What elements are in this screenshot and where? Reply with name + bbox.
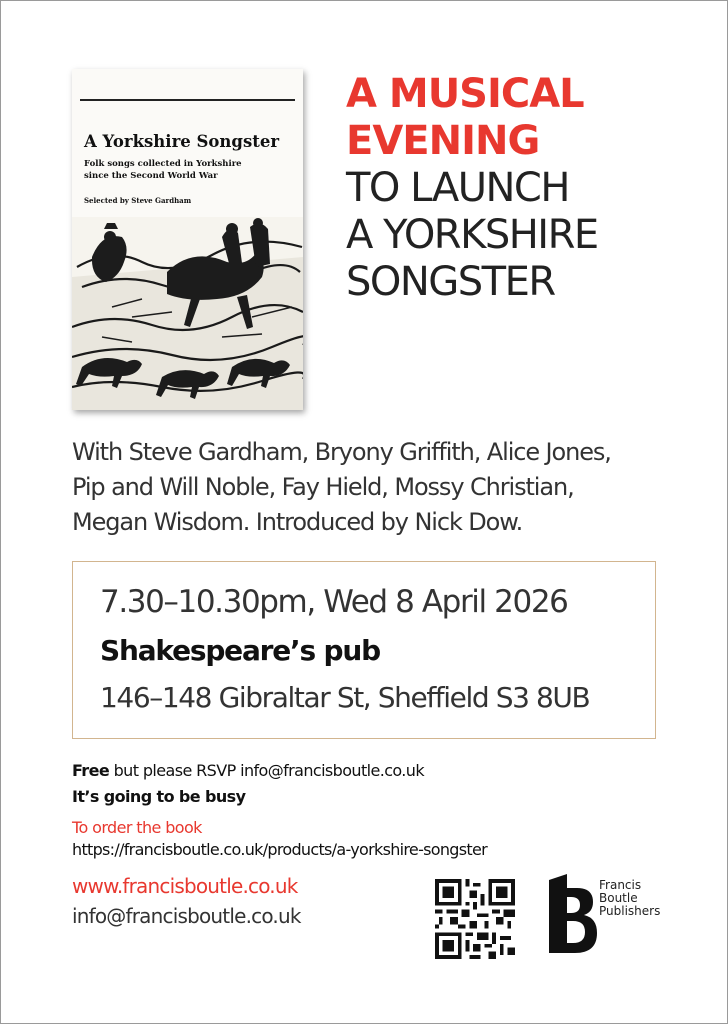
rsvp-free: Free (72, 761, 110, 780)
cover-editor: Selected by Steve Gardham (84, 196, 192, 205)
event-venue: Shakespeare’s pub (100, 634, 380, 667)
headline-line2: EVENING (346, 118, 540, 164)
cover-top-rule (80, 99, 295, 101)
headline-line5: SONGSTER (346, 259, 555, 305)
publisher-line3: Publishers (599, 904, 661, 918)
website-link[interactable]: www.francisboutle.co.uk (72, 874, 298, 898)
headline-line4: A YORKSHIRE (346, 212, 598, 258)
cover-subtitle (84, 158, 294, 182)
cover-subtitle-line1: Folk songs collected in Yorkshire (84, 159, 242, 169)
performers-line2: Pip and Will Noble, Fay Hield, Mossy Christian, (72, 473, 574, 501)
email-link[interactable]: info@francisboutle.co.uk (72, 904, 301, 928)
cover-subtitle-line2: since the Second World War (84, 171, 218, 181)
event-address: 146–148 Gibraltar St, Sheffield S3 8UB (100, 681, 590, 714)
book-cover-image (72, 69, 303, 410)
cover-title: A Yorkshire Songster (84, 132, 280, 151)
publisher-name (599, 879, 660, 918)
headline-line3: TO LAUNCH (346, 165, 569, 211)
publisher-logo-icon (549, 874, 597, 953)
performers-list (72, 435, 692, 540)
headline-line1: A MUSICAL (346, 71, 584, 117)
publisher-line2: Boutle (599, 891, 638, 905)
headline (346, 71, 716, 306)
rsvp-text: but please RSVP info@francisboutle.co.uk (109, 761, 424, 780)
event-details-box (72, 561, 656, 739)
order-link[interactable]: https://francisboutle.co.uk/products/a-yorkshire-songster (72, 840, 487, 859)
performers-line1: With Steve Gardham, Bryony Griffith, Alice Jones, (72, 438, 611, 466)
performers-line3: Megan Wisdom. Introduced by Nick Dow. (72, 508, 523, 536)
order-label: To order the book (72, 818, 202, 837)
busy-note: It’s going to be busy (72, 787, 246, 806)
publisher-line1: Francis (599, 878, 642, 892)
woodcut-hunting-scene-illustration (72, 217, 303, 410)
rsvp-line (72, 761, 424, 780)
qr-code[interactable] (433, 879, 517, 959)
event-time: 7.30–10.30pm, Wed 8 April 2026 (100, 584, 568, 620)
